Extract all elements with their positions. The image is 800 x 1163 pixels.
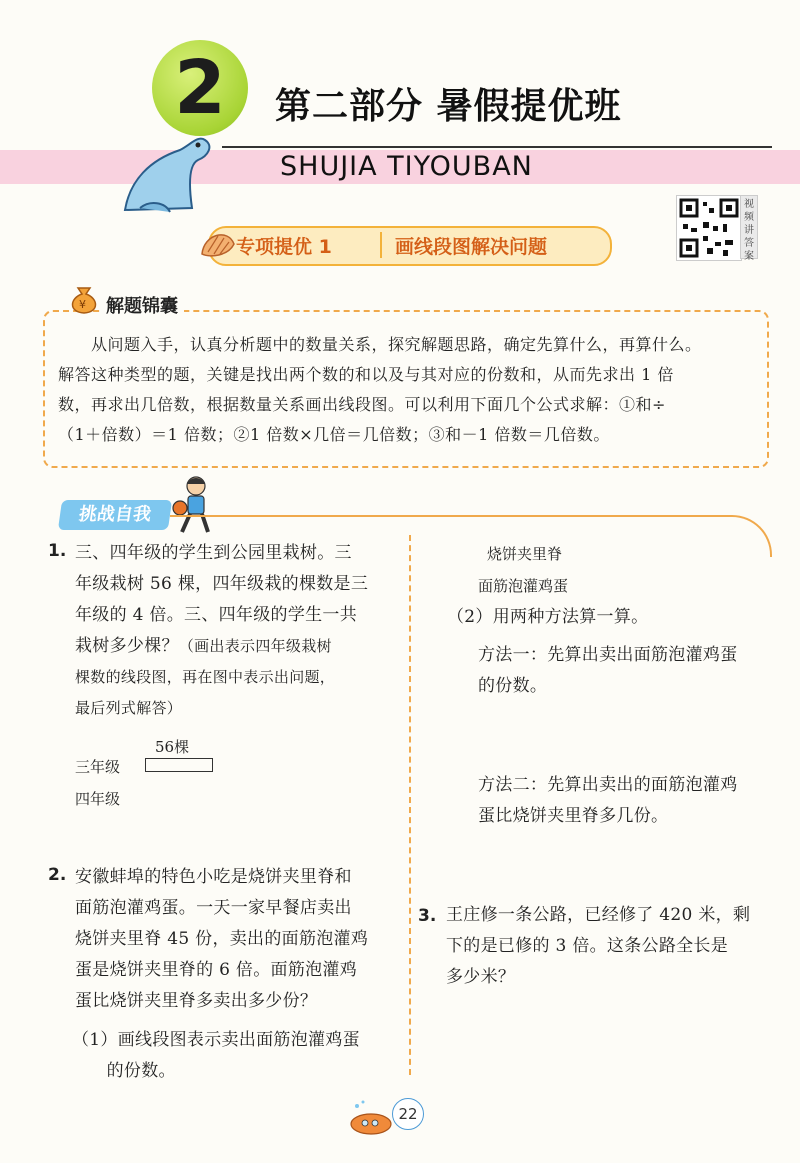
money-bag-icon xyxy=(66,280,102,316)
part-number: 2 xyxy=(152,40,248,136)
question-line: 蛋是烧饼夹里脊的 6 倍。面筋泡灌鸡 xyxy=(75,960,358,980)
question-line: 烧饼夹里脊 45 份，卖出的面筋泡灌鸡 xyxy=(75,929,369,949)
question-number: 2. xyxy=(48,865,67,885)
question-line: 年级的 4 倍。三、四年级的学生一共 xyxy=(75,605,358,625)
page-title: 第二部分 暑假提优班 xyxy=(275,86,622,127)
question-3-text xyxy=(446,900,786,993)
question-line: 多少米？ xyxy=(446,967,516,987)
method-1 xyxy=(478,640,778,702)
challenge-divider xyxy=(170,515,730,517)
question-note: 最后列式解答） xyxy=(75,699,183,717)
row-label-mianjin: 面筋泡灌鸡蛋 xyxy=(478,577,569,595)
question-line: 面筋泡灌鸡蛋。一天一家早餐店卖出 xyxy=(75,898,352,918)
shell-icon xyxy=(198,226,238,260)
question-line: 三、四年级的学生到公园里栽树。三 xyxy=(75,543,352,563)
challenge-badge: 挑战自我 xyxy=(58,500,172,530)
tips-title: 解题锦囊 xyxy=(100,292,184,318)
qr-code[interactable] xyxy=(676,195,742,261)
title-underline xyxy=(222,146,772,148)
tips-line: 从问题入手，认真分析题中的数量关系，探究解题思路，确定先算什么，再算什么。 xyxy=(58,335,702,354)
question-line: 年级栽树 56 棵，四年级栽的棵数是三 xyxy=(75,574,369,594)
question-line: 下的是已修的 3 倍。这条公路全长是 xyxy=(446,936,729,956)
method-2 xyxy=(478,770,778,832)
question-2-part-1 xyxy=(72,1025,402,1087)
qr-side-label: 视频讲答案 xyxy=(740,195,758,259)
tips-line: 解答这种类型的题，关键是找出两个数的和以及与其对应的份数和，从而先求出 1 倍 xyxy=(58,365,674,384)
question-line: 的份数。 xyxy=(478,676,548,696)
question-number: 3. xyxy=(418,906,437,926)
column-divider xyxy=(409,535,411,1075)
tips-line: （1＋倍数）＝1 倍数；②1 倍数×几倍＝几倍数；③和－1 倍数＝几倍数。 xyxy=(58,425,610,444)
row-label-grade3: 三年级 xyxy=(75,758,121,776)
svg-text:¥: ¥ xyxy=(79,298,86,311)
line-segment-grade3 xyxy=(145,758,213,772)
question-line: 方法二：先算出卖出的面筋泡灌鸡 xyxy=(478,775,738,795)
row-label-grade4: 四年级 xyxy=(75,790,121,808)
tips-text xyxy=(58,330,758,450)
question-note: （画出表示四年级栽树 xyxy=(178,637,332,655)
question-number: 1. xyxy=(48,541,67,561)
question-line: （1）画线段图表示卖出面筋泡灌鸡蛋 xyxy=(72,1030,360,1050)
challenge-divider-arc xyxy=(700,515,772,557)
question-2-part-2: （2）用两种方法算一算。 xyxy=(447,607,649,627)
question-line: 方法一：先算出卖出面筋泡灌鸡蛋 xyxy=(478,645,738,665)
topic-separator xyxy=(380,232,382,258)
question-2-text xyxy=(75,862,405,1017)
segment-label: 56棵 xyxy=(155,738,190,756)
question-line: 蛋比烧饼夹里脊多卖出多少份？ xyxy=(75,991,318,1011)
topic-title: 画线段图解决问题 xyxy=(395,236,548,258)
page-number: 22 xyxy=(392,1098,424,1130)
question-line: 王庄修一条公路，已经修了 420 米，剩 xyxy=(446,905,751,925)
question-line: 栽树多少棵？ xyxy=(75,636,179,656)
question-1-text xyxy=(75,538,405,724)
basketball-boy-icon xyxy=(166,474,222,540)
row-label-shaobing: 烧饼夹里脊 xyxy=(487,545,563,563)
question-note: 棵数的线段图，再在图中表示出问题， xyxy=(75,668,336,686)
tips-line: 数，再求出几倍数，根据数量关系画出线段图。可以利用下面几个公式求解：①和÷ xyxy=(58,395,666,414)
pinyin-subtitle: SHUJIA TIYOUBAN xyxy=(280,151,533,182)
submarine-icon xyxy=(345,1098,395,1138)
question-line: 安徽蚌埠的特色小吃是烧饼夹里脊和 xyxy=(75,867,352,887)
qr-code-icon xyxy=(677,196,741,260)
question-line: 蛋比烧饼夹里脊多几份。 xyxy=(478,806,669,826)
topic-label: 专项提优 1 xyxy=(236,236,332,258)
question-line: 的份数。 xyxy=(72,1061,176,1081)
